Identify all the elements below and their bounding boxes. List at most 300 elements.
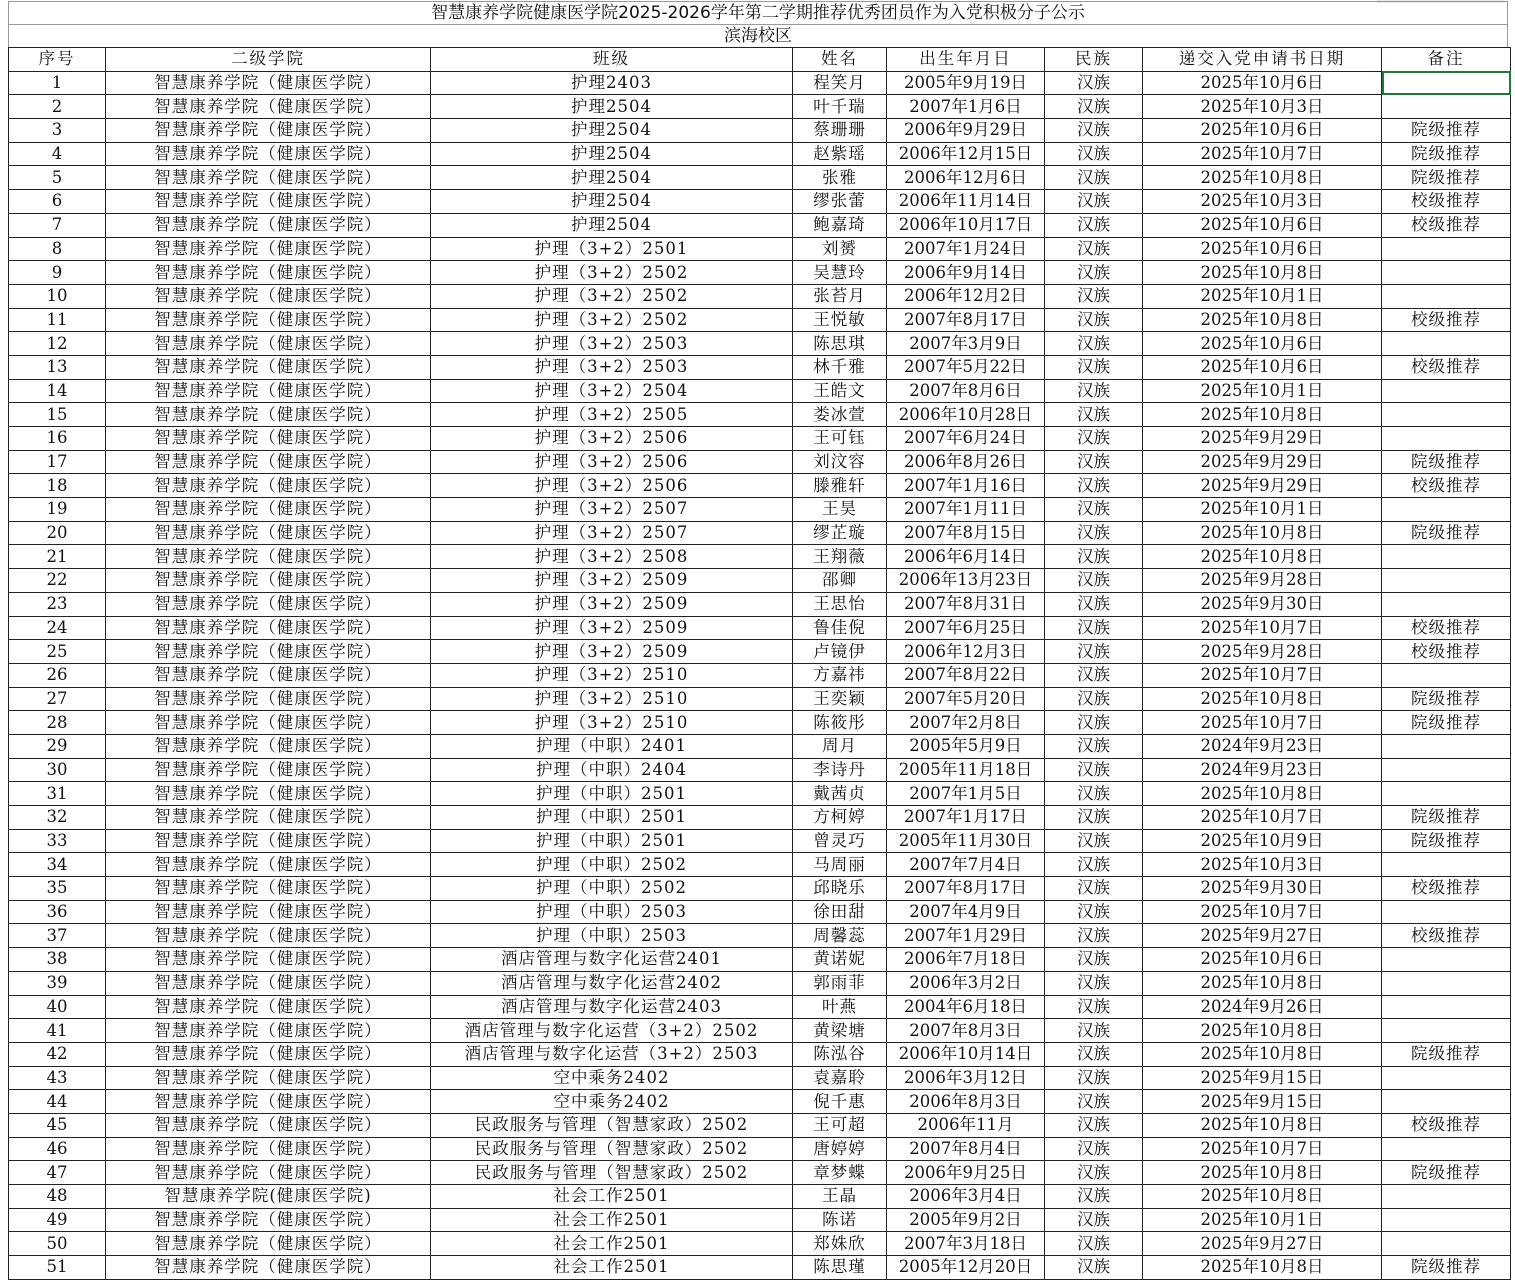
cell-class[interactable]: 护理（3+2）2504	[431, 379, 793, 403]
cell-class[interactable]: 护理（3+2）2509	[431, 569, 793, 593]
cell-remark[interactable]: 院级推荐	[1382, 711, 1511, 735]
cell-name[interactable]: 王晶	[793, 1185, 887, 1209]
cell-remark[interactable]	[1382, 545, 1511, 569]
cell-ethnicity[interactable]: 汉族	[1045, 758, 1143, 782]
cell-application-date[interactable]: 2025年10月8日	[1143, 687, 1382, 711]
cell-remark[interactable]	[1382, 71, 1511, 95]
cell-index[interactable]: 33	[9, 829, 106, 853]
cell-remark[interactable]: 院级推荐	[1382, 119, 1511, 143]
cell-index[interactable]: 20	[9, 521, 106, 545]
cell-application-date[interactable]: 2025年10月8日	[1143, 403, 1382, 427]
cell-birthdate[interactable]: 2006年12月15日	[887, 142, 1045, 166]
cell-name[interactable]: 陈诺	[793, 1208, 887, 1232]
cell-ethnicity[interactable]: 汉族	[1045, 616, 1143, 640]
cell-name[interactable]: 黄梁塘	[793, 1019, 887, 1043]
cell-application-date[interactable]: 2025年10月8日	[1143, 545, 1382, 569]
cell-application-date[interactable]: 2025年9月29日	[1143, 474, 1382, 498]
cell-name[interactable]: 刘汶容	[793, 450, 887, 474]
cell-index[interactable]: 22	[9, 569, 106, 593]
cell-application-date[interactable]: 2025年10月8日	[1143, 971, 1382, 995]
cell-application-date[interactable]: 2025年10月9日	[1143, 829, 1382, 853]
cell-index[interactable]: 29	[9, 734, 106, 758]
cell-class[interactable]: 护理（3+2）2503	[431, 332, 793, 356]
cell-name[interactable]: 戴茜贞	[793, 782, 887, 806]
cell-application-date[interactable]: 2025年10月3日	[1143, 95, 1382, 119]
cell-school[interactable]: 智慧康养学院（健康医学院）	[106, 261, 431, 285]
cell-school[interactable]: 智慧康养学院（健康医学院）	[106, 924, 431, 948]
cell-name[interactable]: 倪千惠	[793, 1090, 887, 1114]
cell-birthdate[interactable]: 2006年8月26日	[887, 450, 1045, 474]
col-header-birthdate[interactable]: 出生年月日	[887, 48, 1045, 72]
cell-ethnicity[interactable]: 汉族	[1045, 1232, 1143, 1256]
cell-class[interactable]: 护理（3+2）2502	[431, 308, 793, 332]
cell-application-date[interactable]: 2024年9月23日	[1143, 734, 1382, 758]
cell-application-date[interactable]: 2025年9月28日	[1143, 640, 1382, 664]
cell-remark[interactable]	[1382, 900, 1511, 924]
cell-school[interactable]: 智慧康养学院（健康医学院）	[106, 237, 431, 261]
cell-application-date[interactable]: 2025年9月15日	[1143, 1090, 1382, 1114]
cell-class[interactable]: 护理（3+2）2508	[431, 545, 793, 569]
cell-school[interactable]: 智慧康养学院（健康医学院）	[106, 427, 431, 451]
cell-class[interactable]: 护理（中职）2502	[431, 853, 793, 877]
cell-birthdate[interactable]: 2006年13月23日	[887, 569, 1045, 593]
cell-application-date[interactable]: 2025年10月1日	[1143, 284, 1382, 308]
cell-class[interactable]: 社会工作2501	[431, 1208, 793, 1232]
cell-index[interactable]: 11	[9, 308, 106, 332]
cell-application-date[interactable]: 2025年9月27日	[1143, 1232, 1382, 1256]
cell-name[interactable]: 章梦蝶	[793, 1161, 887, 1185]
cell-birthdate[interactable]: 2007年8月17日	[887, 308, 1045, 332]
cell-index[interactable]: 45	[9, 1113, 106, 1137]
cell-ethnicity[interactable]: 汉族	[1045, 1066, 1143, 1090]
col-header-school[interactable]: 二级学院	[106, 48, 431, 72]
cell-class[interactable]: 护理（中职）2401	[431, 734, 793, 758]
cell-name[interactable]: 蔡珊珊	[793, 119, 887, 143]
col-header-application-date[interactable]: 递交入党申请书日期	[1143, 48, 1382, 72]
cell-school[interactable]: 智慧康养学院（健康医学院）	[106, 1113, 431, 1137]
cell-birthdate[interactable]: 2007年8月4日	[887, 1137, 1045, 1161]
cell-class[interactable]: 空中乘务2402	[431, 1090, 793, 1114]
cell-name[interactable]: 叶千瑞	[793, 95, 887, 119]
cell-ethnicity[interactable]: 汉族	[1045, 640, 1143, 664]
cell-application-date[interactable]: 2025年10月8日	[1143, 1256, 1382, 1280]
cell-class[interactable]: 酒店管理与数字化运营2401	[431, 948, 793, 972]
cell-name[interactable]: 鲁佳倪	[793, 616, 887, 640]
cell-class[interactable]: 酒店管理与数字化运营2402	[431, 971, 793, 995]
cell-remark[interactable]: 院级推荐	[1382, 806, 1511, 830]
cell-class[interactable]: 社会工作2501	[431, 1185, 793, 1209]
cell-application-date[interactable]: 2025年9月30日	[1143, 877, 1382, 901]
cell-class[interactable]: 护理（中职）2501	[431, 806, 793, 830]
cell-application-date[interactable]: 2025年10月8日	[1143, 782, 1382, 806]
cell-ethnicity[interactable]: 汉族	[1045, 1137, 1143, 1161]
cell-remark[interactable]	[1382, 1232, 1511, 1256]
cell-name[interactable]: 周馨蕊	[793, 924, 887, 948]
cell-birthdate[interactable]: 2005年5月9日	[887, 734, 1045, 758]
cell-application-date[interactable]: 2025年9月29日	[1143, 427, 1382, 451]
cell-ethnicity[interactable]: 汉族	[1045, 190, 1143, 214]
cell-name[interactable]: 王思怡	[793, 592, 887, 616]
cell-birthdate[interactable]: 2005年9月2日	[887, 1208, 1045, 1232]
cell-name[interactable]: 陈筱彤	[793, 711, 887, 735]
cell-index[interactable]: 4	[9, 142, 106, 166]
cell-birthdate[interactable]: 2007年1月16日	[887, 474, 1045, 498]
cell-ethnicity[interactable]: 汉族	[1045, 782, 1143, 806]
cell-ethnicity[interactable]: 汉族	[1045, 284, 1143, 308]
cell-application-date[interactable]: 2025年10月6日	[1143, 332, 1382, 356]
cell-application-date[interactable]: 2025年10月6日	[1143, 948, 1382, 972]
cell-name[interactable]: 李诗丹	[793, 758, 887, 782]
cell-remark[interactable]	[1382, 758, 1511, 782]
cell-class[interactable]: 护理（3+2）2509	[431, 640, 793, 664]
cell-class[interactable]: 护理2504	[431, 119, 793, 143]
cell-school[interactable]: 智慧康养学院（健康医学院）	[106, 829, 431, 853]
cell-index[interactable]: 44	[9, 1090, 106, 1114]
cell-ethnicity[interactable]: 汉族	[1045, 498, 1143, 522]
cell-remark[interactable]	[1382, 498, 1511, 522]
cell-class[interactable]: 护理2504	[431, 166, 793, 190]
cell-school[interactable]: 智慧康养学院（健康医学院）	[106, 521, 431, 545]
cell-ethnicity[interactable]: 汉族	[1045, 569, 1143, 593]
cell-remark[interactable]: 校级推荐	[1382, 616, 1511, 640]
sheet-title[interactable]: 智慧康养学院健康医学院2025-2026学年第二学期推荐优秀团员作为入党积极分子公示	[8, 1, 1508, 25]
cell-class[interactable]: 护理2504	[431, 213, 793, 237]
cell-name[interactable]: 王可钰	[793, 427, 887, 451]
cell-birthdate[interactable]: 2006年10月17日	[887, 213, 1045, 237]
cell-index[interactable]: 24	[9, 616, 106, 640]
cell-birthdate[interactable]: 2006年9月14日	[887, 261, 1045, 285]
cell-index[interactable]: 6	[9, 190, 106, 214]
cell-class[interactable]: 护理（3+2）2506	[431, 427, 793, 451]
cell-name[interactable]: 邵卿	[793, 569, 887, 593]
cell-name[interactable]: 叶燕	[793, 995, 887, 1019]
cell-ethnicity[interactable]: 汉族	[1045, 995, 1143, 1019]
cell-ethnicity[interactable]: 汉族	[1045, 1256, 1143, 1280]
campus-label[interactable]: 滨海校区	[8, 25, 1508, 47]
cell-application-date[interactable]: 2025年10月8日	[1143, 261, 1382, 285]
cell-school[interactable]: 智慧康养学院（健康医学院）	[106, 971, 431, 995]
cell-remark[interactable]	[1382, 948, 1511, 972]
cell-application-date[interactable]: 2024年9月26日	[1143, 995, 1382, 1019]
cell-class[interactable]: 护理（3+2）2506	[431, 450, 793, 474]
cell-application-date[interactable]: 2025年10月7日	[1143, 663, 1382, 687]
cell-remark[interactable]: 校级推荐	[1382, 190, 1511, 214]
cell-school[interactable]: 智慧康养学院(健康医学院)	[106, 1185, 431, 1209]
cell-class[interactable]: 护理（3+2）2507	[431, 498, 793, 522]
cell-index[interactable]: 12	[9, 332, 106, 356]
cell-birthdate[interactable]: 2006年3月2日	[887, 971, 1045, 995]
cell-index[interactable]: 27	[9, 687, 106, 711]
cell-class[interactable]: 护理（3+2）2502	[431, 284, 793, 308]
cell-remark[interactable]	[1382, 95, 1511, 119]
cell-ethnicity[interactable]: 汉族	[1045, 95, 1143, 119]
cell-class[interactable]: 民政服务与管理（智慧家政）2502	[431, 1161, 793, 1185]
cell-name[interactable]: 周月	[793, 734, 887, 758]
cell-school[interactable]: 智慧康养学院（健康医学院）	[106, 1019, 431, 1043]
cell-class[interactable]: 护理（3+2）2507	[431, 521, 793, 545]
cell-school[interactable]: 智慧康养学院（健康医学院）	[106, 782, 431, 806]
cell-index[interactable]: 26	[9, 663, 106, 687]
cell-school[interactable]: 智慧康养学院（健康医学院）	[106, 948, 431, 972]
cell-birthdate[interactable]: 2006年12月2日	[887, 284, 1045, 308]
cell-class[interactable]: 护理（3+2）2510	[431, 663, 793, 687]
cell-birthdate[interactable]: 2007年5月20日	[887, 687, 1045, 711]
cell-class[interactable]: 护理（3+2）2501	[431, 237, 793, 261]
cell-application-date[interactable]: 2025年10月6日	[1143, 355, 1382, 379]
cell-birthdate[interactable]: 2007年3月18日	[887, 1232, 1045, 1256]
cell-name[interactable]: 赵紫瑶	[793, 142, 887, 166]
cell-ethnicity[interactable]: 汉族	[1045, 734, 1143, 758]
cell-index[interactable]: 43	[9, 1066, 106, 1090]
cell-birthdate[interactable]: 2007年6月24日	[887, 427, 1045, 451]
cell-name[interactable]: 卢镜伊	[793, 640, 887, 664]
cell-name[interactable]: 唐婷婷	[793, 1137, 887, 1161]
cell-remark[interactable]	[1382, 663, 1511, 687]
cell-school[interactable]: 智慧康养学院（健康医学院）	[106, 687, 431, 711]
cell-ethnicity[interactable]: 汉族	[1045, 829, 1143, 853]
cell-ethnicity[interactable]: 汉族	[1045, 261, 1143, 285]
cell-birthdate[interactable]: 2006年11月14日	[887, 190, 1045, 214]
cell-class[interactable]: 民政服务与管理（智慧家政）2502	[431, 1113, 793, 1137]
cell-birthdate[interactable]: 2006年9月29日	[887, 119, 1045, 143]
cell-birthdate[interactable]: 2006年7月18日	[887, 948, 1045, 972]
cell-school[interactable]: 智慧康养学院（健康医学院）	[106, 498, 431, 522]
cell-remark[interactable]	[1382, 379, 1511, 403]
cell-school[interactable]: 智慧康养学院（健康医学院）	[106, 640, 431, 664]
cell-name[interactable]: 王昊	[793, 498, 887, 522]
cell-birthdate[interactable]: 2006年3月4日	[887, 1185, 1045, 1209]
cell-school[interactable]: 智慧康养学院（健康医学院）	[106, 995, 431, 1019]
cell-application-date[interactable]: 2025年10月8日	[1143, 308, 1382, 332]
cell-application-date[interactable]: 2025年10月7日	[1143, 806, 1382, 830]
cell-school[interactable]: 智慧康养学院（健康医学院）	[106, 355, 431, 379]
cell-index[interactable]: 19	[9, 498, 106, 522]
cell-remark[interactable]: 院级推荐	[1382, 166, 1511, 190]
cell-birthdate[interactable]: 2005年12月20日	[887, 1256, 1045, 1280]
cell-remark[interactable]	[1382, 971, 1511, 995]
cell-birthdate[interactable]: 2007年8月3日	[887, 1019, 1045, 1043]
cell-class[interactable]: 护理（3+2）2510	[431, 711, 793, 735]
cell-name[interactable]: 王可超	[793, 1113, 887, 1137]
cell-class[interactable]: 护理（中职）2502	[431, 877, 793, 901]
cell-name[interactable]: 郭雨菲	[793, 971, 887, 995]
cell-school[interactable]: 智慧康养学院（健康医学院）	[106, 900, 431, 924]
cell-index[interactable]: 50	[9, 1232, 106, 1256]
cell-application-date[interactable]: 2025年9月29日	[1143, 450, 1382, 474]
cell-application-date[interactable]: 2025年10月7日	[1143, 711, 1382, 735]
cell-class[interactable]: 护理（3+2）2506	[431, 474, 793, 498]
cell-school[interactable]: 智慧康养学院（健康医学院）	[106, 1161, 431, 1185]
cell-school[interactable]: 智慧康养学院（健康医学院）	[106, 1137, 431, 1161]
cell-index[interactable]: 3	[9, 119, 106, 143]
cell-name[interactable]: 陈思瑾	[793, 1256, 887, 1280]
cell-class[interactable]: 空中乘务2402	[431, 1066, 793, 1090]
cell-school[interactable]: 智慧康养学院（健康医学院）	[106, 474, 431, 498]
cell-birthdate[interactable]: 2007年2月8日	[887, 711, 1045, 735]
cell-application-date[interactable]: 2025年10月6日	[1143, 119, 1382, 143]
cell-school[interactable]: 智慧康养学院（健康医学院）	[106, 853, 431, 877]
cell-ethnicity[interactable]: 汉族	[1045, 592, 1143, 616]
cell-index[interactable]: 40	[9, 995, 106, 1019]
cell-remark[interactable]	[1382, 1208, 1511, 1232]
cell-class[interactable]: 护理（3+2）2510	[431, 687, 793, 711]
cell-name[interactable]: 刘赟	[793, 237, 887, 261]
cell-ethnicity[interactable]: 汉族	[1045, 474, 1143, 498]
cell-ethnicity[interactable]: 汉族	[1045, 924, 1143, 948]
cell-index[interactable]: 48	[9, 1185, 106, 1209]
cell-index[interactable]: 34	[9, 853, 106, 877]
cell-application-date[interactable]: 2025年10月3日	[1143, 190, 1382, 214]
cell-index[interactable]: 23	[9, 592, 106, 616]
cell-ethnicity[interactable]: 汉族	[1045, 119, 1143, 143]
cell-birthdate[interactable]: 2006年10月28日	[887, 403, 1045, 427]
cell-school[interactable]: 智慧康养学院（健康医学院）	[106, 616, 431, 640]
cell-birthdate[interactable]: 2005年11月30日	[887, 829, 1045, 853]
col-header-remark[interactable]: 备注	[1382, 48, 1511, 72]
cell-index[interactable]: 14	[9, 379, 106, 403]
cell-ethnicity[interactable]: 汉族	[1045, 1208, 1143, 1232]
cell-application-date[interactable]: 2025年10月3日	[1143, 853, 1382, 877]
cell-birthdate[interactable]: 2005年9月19日	[887, 71, 1045, 95]
cell-ethnicity[interactable]: 汉族	[1045, 948, 1143, 972]
cell-application-date[interactable]: 2025年10月6日	[1143, 213, 1382, 237]
cell-birthdate[interactable]: 2007年1月11日	[887, 498, 1045, 522]
cell-remark[interactable]: 院级推荐	[1382, 1042, 1511, 1066]
cell-application-date[interactable]: 2025年10月8日	[1143, 1019, 1382, 1043]
cell-remark[interactable]	[1382, 592, 1511, 616]
cell-remark[interactable]: 校级推荐	[1382, 924, 1511, 948]
cell-birthdate[interactable]: 2007年1月29日	[887, 924, 1045, 948]
cell-class[interactable]: 护理（中职）2501	[431, 782, 793, 806]
cell-birthdate[interactable]: 2007年7月4日	[887, 853, 1045, 877]
cell-remark[interactable]: 院级推荐	[1382, 687, 1511, 711]
cell-birthdate[interactable]: 2007年6月25日	[887, 616, 1045, 640]
cell-ethnicity[interactable]: 汉族	[1045, 687, 1143, 711]
cell-index[interactable]: 5	[9, 166, 106, 190]
cell-birthdate[interactable]: 2007年1月17日	[887, 806, 1045, 830]
cell-class[interactable]: 民政服务与管理（智慧家政）2502	[431, 1137, 793, 1161]
cell-application-date[interactable]: 2025年10月1日	[1143, 498, 1382, 522]
cell-application-date[interactable]: 2025年10月6日	[1143, 71, 1382, 95]
cell-birthdate[interactable]: 2007年5月22日	[887, 355, 1045, 379]
cell-remark[interactable]: 校级推荐	[1382, 640, 1511, 664]
cell-school[interactable]: 智慧康养学院（健康医学院）	[106, 71, 431, 95]
cell-class[interactable]: 社会工作2501	[431, 1256, 793, 1280]
cell-application-date[interactable]: 2024年9月23日	[1143, 758, 1382, 782]
cell-application-date[interactable]: 2025年10月8日	[1143, 166, 1382, 190]
cell-ethnicity[interactable]: 汉族	[1045, 1090, 1143, 1114]
cell-application-date[interactable]: 2025年10月1日	[1143, 379, 1382, 403]
cell-name[interactable]: 邱晓乐	[793, 877, 887, 901]
cell-ethnicity[interactable]: 汉族	[1045, 71, 1143, 95]
cell-remark[interactable]: 院级推荐	[1382, 521, 1511, 545]
cell-school[interactable]: 智慧康养学院（健康医学院）	[106, 332, 431, 356]
cell-school[interactable]: 智慧康养学院（健康医学院）	[106, 166, 431, 190]
cell-birthdate[interactable]: 2006年12月6日	[887, 166, 1045, 190]
cell-ethnicity[interactable]: 汉族	[1045, 806, 1143, 830]
cell-ethnicity[interactable]: 汉族	[1045, 142, 1143, 166]
cell-school[interactable]: 智慧康养学院（健康医学院）	[106, 95, 431, 119]
cell-application-date[interactable]: 2025年10月8日	[1143, 1042, 1382, 1066]
cell-school[interactable]: 智慧康养学院（健康医学院）	[106, 663, 431, 687]
cell-application-date[interactable]: 2025年10月7日	[1143, 142, 1382, 166]
cell-name[interactable]: 王悦敏	[793, 308, 887, 332]
cell-ethnicity[interactable]: 汉族	[1045, 403, 1143, 427]
cell-class[interactable]: 酒店管理与数字化运营2403	[431, 995, 793, 1019]
cell-ethnicity[interactable]: 汉族	[1045, 213, 1143, 237]
cell-remark[interactable]	[1382, 1090, 1511, 1114]
cell-index[interactable]: 8	[9, 237, 106, 261]
cell-school[interactable]: 智慧康养学院（健康医学院）	[106, 758, 431, 782]
cell-name[interactable]: 王奕颖	[793, 687, 887, 711]
cell-remark[interactable]: 院级推荐	[1382, 1256, 1511, 1280]
cell-name[interactable]: 程笑月	[793, 71, 887, 95]
cell-remark[interactable]	[1382, 237, 1511, 261]
cell-school[interactable]: 智慧康养学院（健康医学院）	[106, 1208, 431, 1232]
cell-index[interactable]: 47	[9, 1161, 106, 1185]
cell-remark[interactable]	[1382, 782, 1511, 806]
col-header-class[interactable]: 班级	[431, 48, 793, 72]
cell-name[interactable]: 张苔月	[793, 284, 887, 308]
cell-school[interactable]: 智慧康养学院（健康医学院）	[106, 190, 431, 214]
cell-class[interactable]: 护理（中职）2404	[431, 758, 793, 782]
cell-name[interactable]: 陈思琪	[793, 332, 887, 356]
cell-school[interactable]: 智慧康养学院（健康医学院）	[106, 284, 431, 308]
cell-class[interactable]: 护理（3+2）2509	[431, 592, 793, 616]
cell-application-date[interactable]: 2025年10月8日	[1143, 521, 1382, 545]
cell-name[interactable]: 黄诺妮	[793, 948, 887, 972]
cell-ethnicity[interactable]: 汉族	[1045, 521, 1143, 545]
cell-school[interactable]: 智慧康养学院（健康医学院）	[106, 545, 431, 569]
cell-school[interactable]: 智慧康养学院（健康医学院）	[106, 734, 431, 758]
cell-remark[interactable]	[1382, 427, 1511, 451]
cell-class[interactable]: 护理（中职）2501	[431, 829, 793, 853]
cell-class[interactable]: 护理（3+2）2503	[431, 355, 793, 379]
cell-index[interactable]: 2	[9, 95, 106, 119]
cell-application-date[interactable]: 2025年10月8日	[1143, 1113, 1382, 1137]
cell-name[interactable]: 郑姝欣	[793, 1232, 887, 1256]
cell-school[interactable]: 智慧康养学院（健康医学院）	[106, 877, 431, 901]
cell-ethnicity[interactable]: 汉族	[1045, 853, 1143, 877]
cell-remark[interactable]: 校级推荐	[1382, 474, 1511, 498]
cell-name[interactable]: 鲍嘉琦	[793, 213, 887, 237]
cell-name[interactable]: 马周丽	[793, 853, 887, 877]
cell-ethnicity[interactable]: 汉族	[1045, 900, 1143, 924]
cell-class[interactable]: 护理（中职）2503	[431, 924, 793, 948]
cell-name[interactable]: 方嘉祎	[793, 663, 887, 687]
cell-application-date[interactable]: 2025年10月6日	[1143, 237, 1382, 261]
cell-class[interactable]: 护理2504	[431, 95, 793, 119]
cell-index[interactable]: 39	[9, 971, 106, 995]
cell-remark[interactable]	[1382, 734, 1511, 758]
cell-index[interactable]: 37	[9, 924, 106, 948]
cell-name[interactable]: 缪张蕾	[793, 190, 887, 214]
cell-school[interactable]: 智慧康养学院（健康医学院）	[106, 403, 431, 427]
cell-school[interactable]: 智慧康养学院（健康医学院）	[106, 1090, 431, 1114]
cell-application-date[interactable]: 2025年10月7日	[1143, 616, 1382, 640]
cell-ethnicity[interactable]: 汉族	[1045, 237, 1143, 261]
col-header-ethnicity[interactable]: 民族	[1045, 48, 1143, 72]
cell-ethnicity[interactable]: 汉族	[1045, 1113, 1143, 1137]
cell-name[interactable]: 娄冰萱	[793, 403, 887, 427]
cell-school[interactable]: 智慧康养学院（健康医学院）	[106, 213, 431, 237]
cell-name[interactable]: 陈泓谷	[793, 1042, 887, 1066]
cell-ethnicity[interactable]: 汉族	[1045, 1161, 1143, 1185]
cell-birthdate[interactable]: 2007年8月6日	[887, 379, 1045, 403]
cell-application-date[interactable]: 2025年9月30日	[1143, 592, 1382, 616]
cell-index[interactable]: 7	[9, 213, 106, 237]
cell-application-date[interactable]: 2025年10月8日	[1143, 1161, 1382, 1185]
